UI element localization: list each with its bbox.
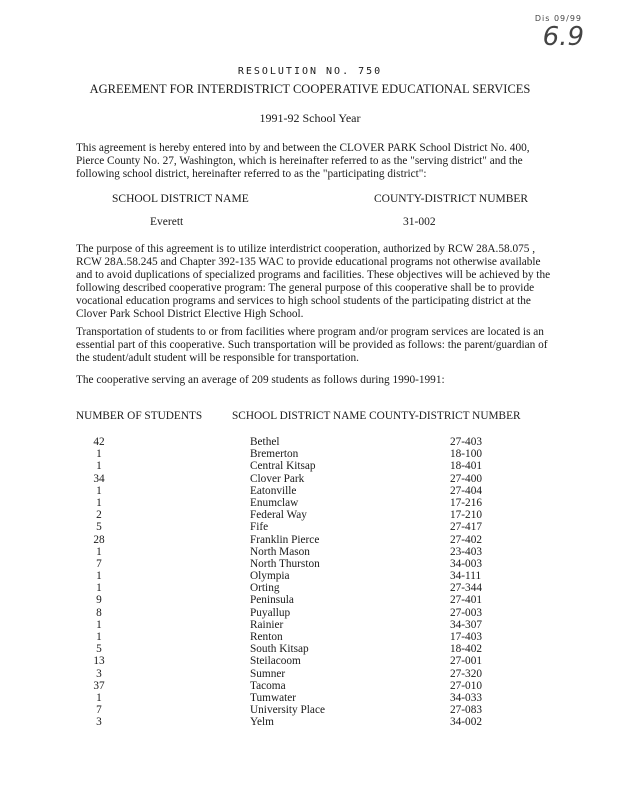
handwritten-mark: 6.9 xyxy=(542,22,584,52)
district-name: Federal Way xyxy=(250,509,307,522)
student-count: 13 xyxy=(93,655,105,668)
district-name: Yelm xyxy=(250,716,274,729)
table-row xyxy=(76,497,556,509)
participating-district-name: Everett xyxy=(150,216,184,228)
student-count: 7 xyxy=(96,557,102,570)
district-number: 23-403 xyxy=(450,545,483,558)
table-row xyxy=(76,716,556,728)
district-name: Fife xyxy=(250,521,269,534)
student-count: 3 xyxy=(96,716,102,729)
student-count: 28 xyxy=(93,533,105,546)
handwritten-note: Dis 09/99 xyxy=(534,14,582,23)
student-count: 1 xyxy=(96,582,102,595)
student-count: 1 xyxy=(96,618,102,631)
table-row xyxy=(76,509,556,521)
table-body xyxy=(76,436,556,729)
district-name: Steilacoom xyxy=(250,655,301,668)
district-name: Eatonville xyxy=(250,484,297,497)
table-row xyxy=(76,582,556,594)
district-name: Rainier xyxy=(250,618,284,631)
district-number: 17-403 xyxy=(450,631,483,643)
document-title: AGREEMENT FOR INTERDISTRICT COOPERATIVE EDUCATIONAL SERVICES xyxy=(89,82,531,96)
student-count: 1 xyxy=(96,631,102,643)
header-district-name-number: SCHOOL DISTRICT NAME COUNTY-DISTRICT NUMBER xyxy=(232,410,521,422)
district-number: 18-402 xyxy=(450,643,483,656)
district-number: 18-401 xyxy=(450,460,483,473)
table-row xyxy=(76,668,556,680)
table-row xyxy=(76,534,556,546)
district-number: 27-001 xyxy=(450,655,483,668)
table-row xyxy=(76,460,556,472)
district-name: Renton xyxy=(250,631,283,643)
district-name: South Kitsap xyxy=(250,643,309,656)
district-number: 34-307 xyxy=(450,618,483,631)
district-name: North Thurston xyxy=(250,557,320,570)
table-row xyxy=(76,546,556,558)
district-name: Olympia xyxy=(250,570,290,583)
district-number: 27-403 xyxy=(450,436,483,448)
district-number: 34-003 xyxy=(450,557,483,570)
district-number: 27-003 xyxy=(450,606,483,619)
purpose-paragraph: The purpose of this agreement is to utilize interdistrict cooperation, authorized by RCW 28A.58.075 , RCW 28A.58.245 and Chapter 392-135 WAC to provide educational programs not otherwise available and to avoid duplications of specialized programs and facilities. These objectives will be achieved by the following described cooperative program: The general purpose of this cooperative shall be to provide vocational education programs and services to high school students of the participating district at the Clover Park School District Elective High School. xyxy=(76,243,551,320)
student-count: 42 xyxy=(93,436,105,448)
student-count: 5 xyxy=(96,521,102,534)
resolution-number: RESOLUTION NO. 750 xyxy=(237,66,383,77)
table-row xyxy=(76,619,556,631)
table-row xyxy=(76,473,556,485)
table-row xyxy=(76,558,556,570)
student-count: 7 xyxy=(96,704,102,717)
district-number: 34-033 xyxy=(450,691,483,704)
student-count: 3 xyxy=(96,667,102,680)
transportation-paragraph: Transportation of students to or from facilities where program and/or program services are located is an essential part of this cooperative. Such transportation will be provided as follows: the parent/guardian of the student/adult student will be responsible for transportation. xyxy=(76,326,548,364)
intro-paragraph: This agreement is hereby entered into by and between the CLOVER PARK School District No. 400, Pierce County No. 27, Washington, which is hereinafter referred to as the "serving district" and the following school district, hereinafter referred to as the "participating district": xyxy=(76,142,530,180)
table-row xyxy=(76,680,556,692)
participating-district-number: 31-002 xyxy=(403,216,436,228)
school-year: 1991-92 School Year xyxy=(259,111,361,125)
district-number: 27-401 xyxy=(450,594,483,607)
cooperative-paragraph: The cooperative serving an average of 209 students as follows during 1990-1991: xyxy=(76,374,445,386)
district-name-header: SCHOOL DISTRICT NAME xyxy=(112,193,249,205)
table-row xyxy=(76,436,556,448)
student-count: 8 xyxy=(96,606,102,619)
district-name: University Place xyxy=(250,704,325,717)
student-count: 1 xyxy=(96,484,102,497)
district-name: Central Kitsap xyxy=(250,460,316,473)
district-name: Sumner xyxy=(250,667,286,680)
district-number: 27-404 xyxy=(450,484,483,497)
student-count: 5 xyxy=(96,643,102,656)
student-count: 9 xyxy=(96,594,102,607)
table-row xyxy=(76,521,556,533)
student-count: 34 xyxy=(93,472,105,485)
district-number-header: COUNTY-DISTRICT NUMBER xyxy=(374,193,529,205)
district-name: Franklin Pierce xyxy=(250,533,320,546)
district-name: Bremerton xyxy=(250,448,299,461)
student-count: 1 xyxy=(96,570,102,583)
district-name: North Mason xyxy=(250,545,310,558)
student-count: 2 xyxy=(96,509,102,522)
district-number: 27-417 xyxy=(450,521,483,534)
students-table xyxy=(76,410,556,729)
table-row xyxy=(76,692,556,704)
district-name: Puyallup xyxy=(250,606,291,619)
table-row xyxy=(76,594,556,606)
district-number: 27-083 xyxy=(450,704,483,717)
student-count: 1 xyxy=(96,691,102,704)
student-count: 37 xyxy=(93,679,105,692)
student-count: 1 xyxy=(96,448,102,461)
district-number: 27-320 xyxy=(450,667,483,680)
header-number-of-students: NUMBER OF STUDENTS xyxy=(76,410,203,422)
district-number: 17-216 xyxy=(450,496,483,509)
district-name: Tumwater xyxy=(250,691,297,704)
student-count: 1 xyxy=(96,496,102,509)
table-row xyxy=(76,607,556,619)
table-row xyxy=(76,655,556,667)
table-row xyxy=(76,704,556,716)
district-number: 34-111 xyxy=(450,570,482,583)
district-name: Bethel xyxy=(250,436,280,448)
district-name: Clover Park xyxy=(250,472,305,485)
table-row xyxy=(76,448,556,460)
table-row xyxy=(76,570,556,582)
district-number: 27-402 xyxy=(450,533,483,546)
student-count: 1 xyxy=(96,545,102,558)
student-count: 1 xyxy=(96,460,102,473)
district-number: 27-010 xyxy=(450,679,483,692)
table-row xyxy=(76,631,556,643)
district-name: Peninsula xyxy=(250,594,294,607)
table-row xyxy=(76,643,556,655)
table-header xyxy=(76,410,556,436)
handwritten-annotation xyxy=(524,14,584,54)
district-name: Tacoma xyxy=(250,679,286,692)
district-name: Enumclaw xyxy=(250,496,299,509)
district-number: 27-344 xyxy=(450,582,483,595)
district-number: 34-002 xyxy=(450,716,483,729)
district-number: 18-100 xyxy=(450,448,483,461)
district-name: Orting xyxy=(250,582,280,595)
district-number: 17-210 xyxy=(450,509,483,522)
table-row xyxy=(76,485,556,497)
district-number: 27-400 xyxy=(450,472,483,485)
